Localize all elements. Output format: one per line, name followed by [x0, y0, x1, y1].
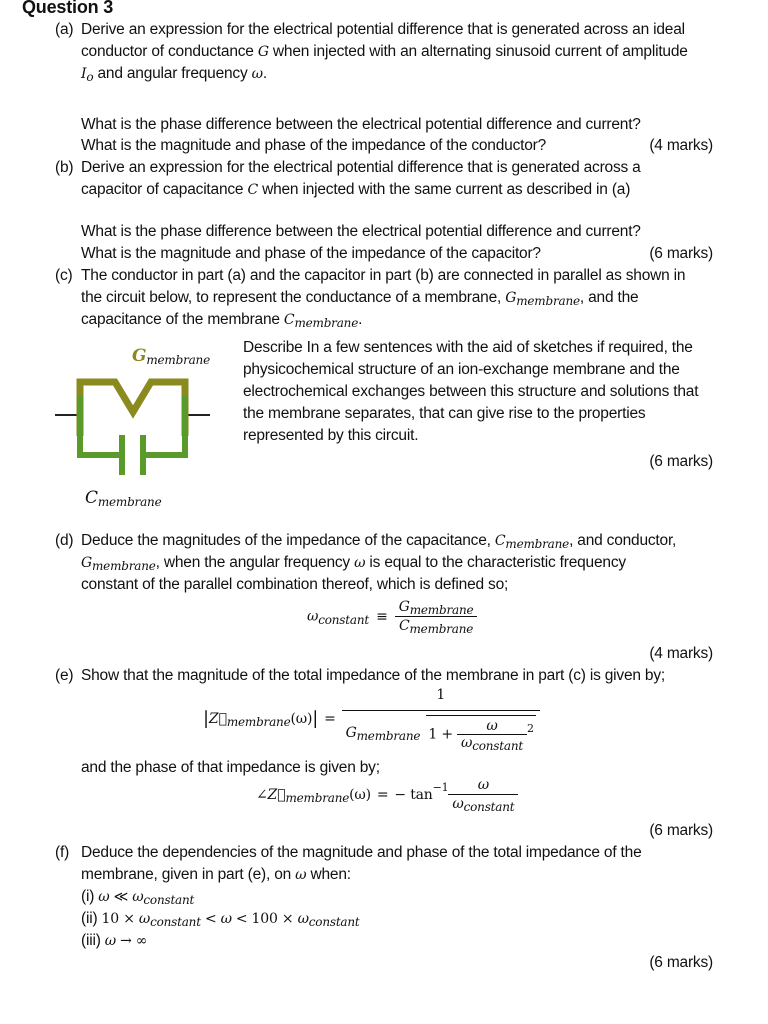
resistor-symbol: [80, 382, 185, 436]
part-b-line4: What is the magnitude and phase of the impedance of the capacitor?: [81, 245, 541, 262]
part-f-case-iii: (iii) ω → ∞: [81, 932, 148, 949]
part-a-line3: Io and angular frequency ω.: [81, 65, 267, 84]
circuit-g-label: Gmembrane: [132, 346, 210, 367]
part-c-label: (c): [55, 267, 73, 284]
part-d-line1: Deduce the magnitudes of the impedance of the capacitance, Cmembrane, and conductor,: [81, 532, 677, 551]
part-d-marks: (4 marks): [649, 645, 713, 662]
part-b-marks: (6 marks): [649, 245, 713, 262]
part-b-line2: capacitor of capacitance C when injected with the same current as described in (a): [81, 181, 631, 198]
question-title: Question 3: [22, 0, 114, 17]
part-c-desc-3: electrochemical exchanges between this structure and solutions that: [243, 383, 699, 400]
part-c-desc-2: physicochemical structure of an ion-exchange membrane and the: [243, 361, 680, 378]
part-e-marks: (6 marks): [649, 822, 713, 839]
part-d-line3: constant of the parallel combination thereof, which is defined so;: [81, 576, 509, 593]
part-f-case-ii: (ii) 10 × ωconstant < ω < 100 × ωconstant: [81, 910, 360, 929]
part-e-label: (e): [55, 667, 74, 684]
part-a-label: (a): [55, 21, 74, 38]
circuit-c-label: Cmembrane: [85, 488, 162, 509]
part-c-line3: capacitance of the membrane Cmembrane.: [81, 311, 363, 330]
part-e-line2: and the phase of that impedance is given by;: [81, 759, 380, 776]
part-c-line2: the circuit below, to represent the conductance of a membrane, Gmembrane, and the: [81, 289, 639, 308]
part-a-marks: (4 marks): [649, 137, 713, 154]
part-c-desc-1: Describe In a few sentences with the aid of sketches if required, the: [243, 339, 693, 356]
impedance-magnitude-equation: | Z⃗ membrane (ω) | = 1 Gmembrane 1 + $\frac{\omega}{\text{ωconstant}}$ $^2$: [203, 686, 540, 751]
part-f-marks: (6 marks): [649, 954, 713, 971]
part-f-line1: Deduce the dependencies of the magnitude and phase of the total impedance of the: [81, 844, 642, 861]
part-c-marks: (6 marks): [649, 453, 713, 470]
part-e-line1: Show that the magnitude of the total impedance of the membrane in part (c) is given by;: [81, 667, 665, 684]
part-b-line3: What is the phase difference between the electrical potential difference and current?: [81, 223, 641, 240]
part-b-label: (b): [55, 159, 74, 176]
part-c-desc-5: represented by this circuit.: [243, 427, 419, 444]
part-a-line2: conductor of conductance G when injected with an alternating sinusoid current of amplitude: [81, 43, 688, 60]
part-d-label: (d): [55, 532, 74, 549]
part-a-line5: What is the magnitude and phase of the impedance of the conductor?: [81, 137, 547, 154]
part-c-desc-4: the membrane separates, that can give rise to the properties: [243, 405, 646, 422]
impedance-phase-equation: ∠ Z⃗ membrane (ω) = − tan −1 $\frac{\omega}{\text{ωconstant}}$: [256, 776, 518, 813]
part-f-label: (f): [55, 844, 70, 861]
part-a-line1: Derive an expression for the electrical potential difference that is generated across an ideal: [81, 21, 685, 38]
part-f-case-i: (i) ω ≪ ωconstant: [81, 888, 195, 907]
parallel-circuit-diagram: [55, 360, 215, 490]
part-c-line1: The conductor in part (a) and the capacitor in part (b) are connected in parallel as shown in: [81, 267, 686, 284]
part-d-line2: Gmembrane, when the angular frequency ω is equal to the characteristic frequency: [81, 554, 626, 573]
part-b-line1: Derive an expression for the electrical potential difference that is generated across a: [81, 159, 641, 176]
part-f-line2: membrane, given in part (e), on ω when:: [81, 866, 351, 883]
omega-constant-definition: ωconstant ≡ $\frac{\text{Gmembrane}}{\text{Cmembrane}}$: [307, 598, 477, 635]
part-a-line4: What is the phase difference between the electrical potential difference and current?: [81, 116, 641, 133]
